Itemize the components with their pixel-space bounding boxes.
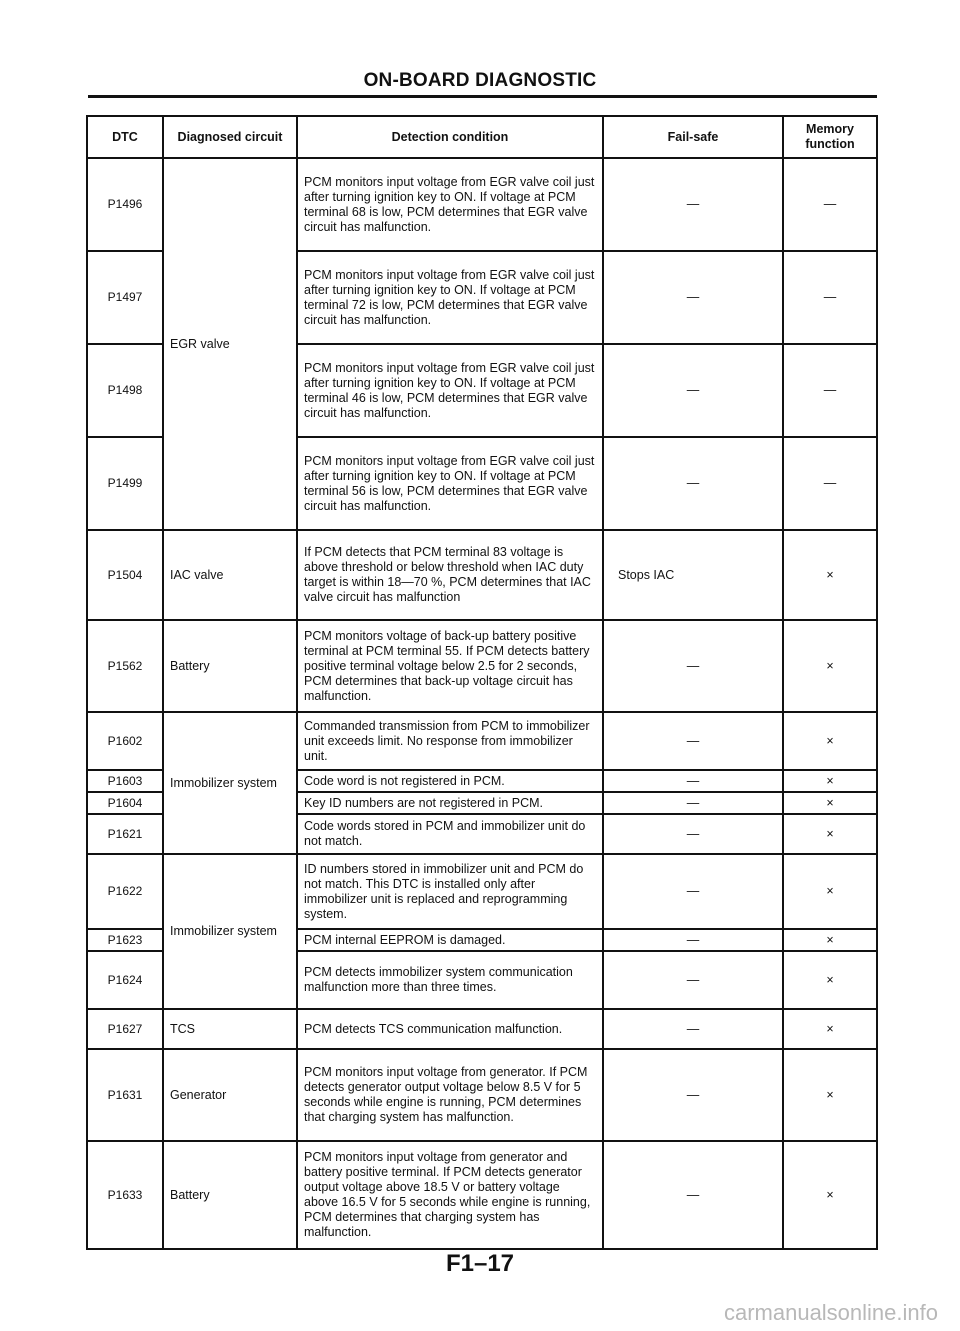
diagnosed-circuit: IAC valve <box>163 530 297 620</box>
detection-condition: Code word is not registered in PCM. <box>297 770 603 792</box>
header-memory-function: Memory function <box>783 116 877 158</box>
memory-function: × <box>783 620 877 712</box>
dtc-code: P1562 <box>87 620 163 712</box>
page-title: ON-BOARD DIAGNOSTIC <box>363 70 597 91</box>
dtc-code: P1602 <box>87 712 163 770</box>
detection-condition: Commanded transmission from PCM to immobilizer unit exceeds limit. No response from immobilizer unit. <box>297 712 603 770</box>
detection-condition: If PCM detects that PCM terminal 83 voltage is above threshold or below threshold when IAC duty target is within 18—70 %, PCM determines that IAC valve circuit has malfunction <box>297 530 603 620</box>
dtc-code: P1631 <box>87 1049 163 1141</box>
diagnosed-circuit: Battery <box>163 1141 297 1249</box>
watermark: carmanualsonline.info <box>723 1300 938 1325</box>
dtc-code: P1498 <box>87 344 163 437</box>
page-number: F1–17 <box>445 1250 515 1277</box>
diagnosed-circuit: Generator <box>163 1049 297 1141</box>
dtc-code: P1497 <box>87 251 163 344</box>
table-row <box>87 1049 877 1141</box>
memory-function: × <box>783 951 877 1009</box>
detection-condition: PCM monitors input voltage from EGR valve coil just after turning ignition key to ON. If voltage at PCM terminal 68 is low, PCM determines that EGR valve circuit has malfunction. <box>297 158 603 251</box>
memory-function: — <box>783 344 877 437</box>
diagnosed-circuit: EGR valve <box>163 158 297 530</box>
memory-function: × <box>783 530 877 620</box>
memory-function: × <box>783 929 877 951</box>
header-dtc: DTC <box>87 116 163 158</box>
memory-function: × <box>783 792 877 814</box>
dtc-code: P1504 <box>87 530 163 620</box>
fail-safe: Stops IAC <box>603 530 783 620</box>
dtc-code: P1621 <box>87 814 163 854</box>
diagnosed-circuit: Immobilizer system <box>163 712 297 854</box>
detection-condition: PCM monitors input voltage from EGR valve coil just after turning ignition key to ON. If voltage at PCM terminal 72 is low, PCM determines that EGR valve circuit has malfunction. <box>297 251 603 344</box>
dtc-code: P1624 <box>87 951 163 1009</box>
table-row <box>87 158 877 251</box>
table-row <box>87 854 877 929</box>
fail-safe: — <box>603 951 783 1009</box>
header-detection-condition: Detection condition <box>297 116 603 158</box>
detection-condition: PCM internal EEPROM is damaged. <box>297 929 603 951</box>
detection-condition: PCM detects TCS communication malfunction. <box>297 1009 603 1049</box>
memory-function: × <box>783 1009 877 1049</box>
dtc-code: P1499 <box>87 437 163 530</box>
table-row <box>87 620 877 712</box>
memory-function: × <box>783 1141 877 1249</box>
detection-condition: PCM monitors input voltage from generator. If PCM detects generator output voltage below 8.5 V for 5 seconds while engine is running, PCM determines that charging system has malfunction. <box>297 1049 603 1141</box>
detection-condition: PCM monitors input voltage from EGR valve coil just after turning ignition key to ON. If voltage at PCM terminal 56 is low, PCM determines that EGR valve circuit has malfunction. <box>297 437 603 530</box>
fail-safe: — <box>603 712 783 770</box>
table-header-row <box>87 116 877 158</box>
table-row <box>87 1009 877 1049</box>
memory-function: × <box>783 854 877 929</box>
dtc-table <box>86 115 878 1250</box>
detection-condition: PCM monitors voltage of back-up battery positive terminal at PCM terminal 55. If PCM detects battery positive terminal voltage below 2.5 for 2 seconds, PCM determines that back-up voltage circuit has malfunction. <box>297 620 603 712</box>
diagnosed-circuit: Battery <box>163 620 297 712</box>
dtc-code: P1622 <box>87 854 163 929</box>
fail-safe: — <box>603 437 783 530</box>
detection-condition: ID numbers stored in immobilizer unit and PCM do not match. This DTC is installed only after immobilizer unit is replaced and reprogramming system. <box>297 854 603 929</box>
dtc-code: P1633 <box>87 1141 163 1249</box>
fail-safe: — <box>603 158 783 251</box>
detection-condition: PCM monitors input voltage from EGR valve coil just after turning ignition key to ON. If voltage at PCM terminal 46 is low, PCM determines that EGR valve circuit has malfunction. <box>297 344 603 437</box>
fail-safe: — <box>603 814 783 854</box>
fail-safe: — <box>603 770 783 792</box>
fail-safe: — <box>603 854 783 929</box>
memory-function: — <box>783 158 877 251</box>
diagnosed-circuit: Immobilizer system <box>163 854 297 1009</box>
memory-function: × <box>783 1049 877 1141</box>
detection-condition: PCM monitors input voltage from generator and battery positive terminal. If PCM detects generator output voltage above 18.5 V or battery voltage above 16.5 V for 5 seconds while engine is running, PCM determines that charging system has malfunction. <box>297 1141 603 1249</box>
detection-condition: Code words stored in PCM and immobilizer unit do not match. <box>297 814 603 854</box>
memory-function: × <box>783 712 877 770</box>
memory-function: — <box>783 251 877 344</box>
memory-function: × <box>783 814 877 854</box>
header-diagnosed-circuit: Diagnosed circuit <box>163 116 297 158</box>
dtc-code: P1604 <box>87 792 163 814</box>
dtc-code: P1603 <box>87 770 163 792</box>
header-fail-safe: Fail-safe <box>603 116 783 158</box>
table-row <box>87 530 877 620</box>
table-row <box>87 1141 877 1249</box>
detection-condition: PCM detects immobilizer system communication malfunction more than three times. <box>297 951 603 1009</box>
dtc-code: P1496 <box>87 158 163 251</box>
fail-safe: — <box>603 251 783 344</box>
fail-safe: — <box>603 929 783 951</box>
fail-safe: — <box>603 344 783 437</box>
table-row <box>87 712 877 770</box>
dtc-code: P1627 <box>87 1009 163 1049</box>
detection-condition: Key ID numbers are not registered in PCM. <box>297 792 603 814</box>
fail-safe: — <box>603 792 783 814</box>
memory-function: × <box>783 770 877 792</box>
fail-safe: — <box>603 1141 783 1249</box>
title-rule <box>88 95 877 98</box>
dtc-code: P1623 <box>87 929 163 951</box>
fail-safe: — <box>603 620 783 712</box>
diagnosed-circuit: TCS <box>163 1009 297 1049</box>
memory-function: — <box>783 437 877 530</box>
fail-safe: — <box>603 1049 783 1141</box>
fail-safe: — <box>603 1009 783 1049</box>
